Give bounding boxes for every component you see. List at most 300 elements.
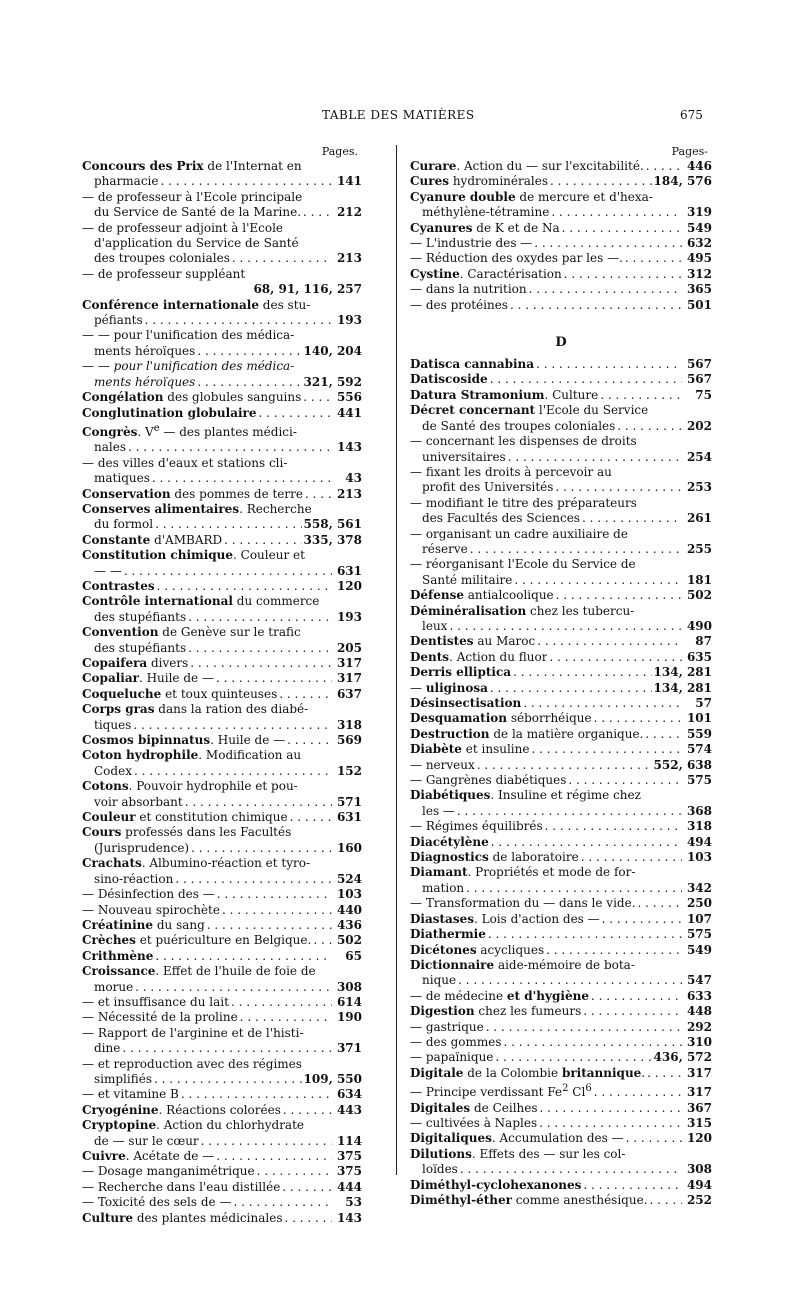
page-reference: 375: [336, 1164, 362, 1179]
dot-leader: [510, 298, 682, 313]
page-reference: 152: [336, 763, 362, 778]
page-reference: 342: [686, 880, 712, 895]
page-reference: 103: [686, 850, 712, 865]
dot-leader: [537, 634, 682, 649]
entry-text: Convention de Genève sur le trafic: [82, 625, 301, 640]
entry-text: les —: [422, 803, 455, 818]
index-entry-line: [410, 251, 712, 266]
dot-leader: [562, 221, 682, 236]
page-reference: 614: [336, 994, 362, 1009]
index-entry-line: [82, 533, 362, 548]
entry-text: — et vitamine B: [82, 1087, 179, 1102]
entry-text: Crachats. Albumino-réaction et tyro-: [82, 856, 311, 871]
dot-leader: [155, 517, 301, 532]
index-entry-line: [410, 573, 712, 588]
entry-text: — concernant les dispenses de droits: [410, 434, 637, 449]
dot-leader: [457, 804, 682, 819]
page-reference: 315: [686, 1115, 712, 1130]
dot-leader: [564, 267, 682, 282]
dot-leader: [152, 471, 332, 486]
page-reference: 547: [686, 973, 712, 988]
entry-text: Diastases. Lois d'action des —: [410, 911, 600, 926]
entry-text: — papaïnique: [410, 1050, 494, 1065]
page-reference: 501: [686, 297, 712, 312]
dot-leader: [290, 810, 332, 825]
entry-text: — L'industrie des —: [410, 236, 533, 251]
entry-text: Santé militaire: [422, 572, 513, 587]
index-entry-line: [82, 1072, 362, 1087]
index-entry-line: [410, 1116, 712, 1131]
entry-text: Cures hydrominérales: [410, 174, 548, 189]
index-entry-line: [410, 434, 712, 449]
entry-text: Diabétiques. Insuline et régime chez: [410, 788, 641, 803]
entry-text: — gastrique: [410, 1019, 484, 1034]
index-entry-line: [410, 773, 712, 788]
entry-text: des stupéfiants: [94, 609, 187, 624]
dot-leader: [232, 251, 332, 266]
page-reference: 160: [336, 840, 362, 855]
dot-leader: [135, 980, 332, 995]
index-entry-line: [82, 995, 362, 1010]
index-entry-line: [82, 718, 362, 733]
dot-leader: [134, 764, 332, 779]
page-reference: 134, 281: [653, 680, 712, 695]
index-entry-line: [410, 1131, 712, 1146]
index-entry-line: [410, 1193, 712, 1208]
index-entry-line: [82, 748, 362, 763]
index-entry-line: [82, 733, 362, 748]
entry-text: — des villes d'eaux et stations cli-: [82, 455, 288, 470]
dot-leader: [536, 357, 682, 372]
entry-text: Cryptopine. Action du chlorhydrate: [82, 1118, 305, 1133]
dot-leader: [145, 313, 332, 328]
dot-leader: [279, 687, 332, 702]
dot-leader: [207, 918, 332, 933]
entry-text: — Désinfection des —: [82, 887, 215, 902]
index-entry-line: [82, 205, 362, 220]
entry-text: Derris elliptica: [410, 665, 512, 680]
dot-leader: [529, 282, 682, 297]
dot-leader: [257, 1164, 332, 1179]
entry-text: Culture des plantes médicinales: [82, 1210, 283, 1225]
entry-text: Diméthyl-éther comme anesthésique.: [410, 1193, 648, 1207]
index-entry-line: [82, 236, 362, 251]
entry-text: — et reproduction avec des régimes: [82, 1056, 302, 1071]
dot-leader: [490, 372, 682, 387]
entry-text: Coqueluche et toux quinteuses: [82, 686, 278, 701]
entry-text: — fixant les droits à percevoir au: [410, 464, 612, 479]
index-entry-line: [82, 298, 362, 313]
entry-text: Copaifera divers: [82, 656, 189, 670]
index-entry-line: [82, 487, 362, 502]
dot-leader: [303, 205, 332, 220]
entry-text: — réorganisant l'Ecole du Service de: [410, 557, 636, 572]
entry-text: Cours professés dans les Facultés: [82, 825, 292, 840]
dot-leader: [231, 995, 332, 1010]
index-entry-line: [410, 604, 712, 619]
index-entry-line: [410, 742, 712, 757]
dot-leader: [556, 588, 682, 603]
index-entry-line: [82, 313, 362, 328]
page-reference: 318: [336, 717, 362, 732]
page-reference: 101: [686, 711, 712, 726]
index-entry-line: [410, 527, 712, 542]
index-entry-line: [410, 1147, 712, 1162]
dot-leader: [122, 1041, 332, 1056]
index-entry-line: [82, 1195, 362, 1210]
index-entry-line: [410, 1066, 712, 1081]
entry-text: Diagnostics de laboratoire: [410, 850, 579, 865]
index-entry-line: [410, 1101, 712, 1116]
index-entry-line: [410, 236, 712, 251]
page-reference: 574: [686, 742, 712, 757]
section-letter: D: [555, 335, 567, 351]
index-entry-line: [82, 1180, 362, 1195]
page-reference: 134, 281: [653, 665, 712, 680]
index-entry-line: [82, 548, 362, 563]
index-entries-c: [410, 159, 712, 313]
entry-text: péfiants: [94, 313, 143, 328]
dot-leader: [490, 681, 652, 696]
index-entry-line: [82, 174, 362, 189]
entry-text: Cuivre. Acétate de —: [82, 1149, 215, 1163]
entry-text: Cotons. Pouvoir hydrophile et pou-: [82, 779, 298, 794]
index-entry-line: [410, 758, 712, 773]
entry-text: Coton hydrophile. Modification au: [82, 748, 302, 763]
dot-leader: [531, 742, 682, 757]
dot-leader: [534, 236, 682, 251]
page-reference: 549: [686, 220, 712, 235]
index-entry-line: [82, 579, 362, 594]
index-entry-line: [82, 625, 362, 640]
entry-text: Corps gras dans la ration des diabé-: [82, 702, 309, 717]
entry-text: Couleur et constitution chimique: [82, 810, 288, 825]
dot-leader: [190, 656, 332, 671]
page-reference: 202: [686, 418, 712, 433]
dot-leader: [486, 1020, 682, 1035]
index-entry-line: [410, 267, 712, 282]
dot-leader: [216, 671, 332, 686]
page-reference: 502: [336, 933, 362, 948]
entry-text: Créatinine du sang: [82, 917, 205, 932]
entry-text: dine: [94, 1041, 121, 1056]
page-reference: 635: [686, 649, 712, 664]
column-divider: [396, 145, 397, 1175]
index-entry-line: [410, 804, 712, 819]
dot-leader: [233, 1195, 332, 1210]
dot-leader: [568, 773, 682, 788]
index-entry-line: [410, 665, 712, 680]
index-entry-line: [82, 641, 362, 656]
page-reference: 141: [336, 174, 362, 189]
index-entry-line: [82, 702, 362, 717]
page-reference: 440: [336, 902, 362, 917]
page-reference: 558, 561: [303, 517, 362, 532]
page-reference: 213: [336, 486, 362, 501]
entry-text: réserve: [422, 541, 468, 556]
page-header: [0, 108, 800, 128]
page-reference: 375: [336, 1149, 362, 1163]
entry-text: Cyanure double de mercure et d'hexa-: [410, 189, 653, 204]
entry-text: de — sur le cœur: [94, 1133, 199, 1148]
entry-text: leux: [422, 618, 448, 633]
entry-text: ments héroïques: [94, 374, 196, 389]
dot-leader: [258, 406, 332, 421]
index-entry-line: [410, 1050, 712, 1065]
page-reference: 250: [686, 896, 712, 911]
dot-leader: [224, 533, 301, 548]
entry-text: Conservation des pommes de terre: [82, 486, 303, 501]
dot-leader: [155, 949, 332, 964]
entry-text: mation: [422, 880, 465, 895]
entry-text: Cyanures de K et de Na: [410, 220, 560, 235]
entry-text: Diathermie: [410, 927, 486, 942]
dot-leader: [282, 1180, 332, 1195]
page-reference: 317: [336, 671, 362, 686]
index-entry-line: [82, 190, 362, 205]
page-reference: 143: [336, 1210, 362, 1225]
dot-leader: [128, 440, 332, 455]
index-entry-line: [410, 496, 712, 511]
index-entry-line: [82, 918, 362, 933]
entry-text: — Transformation du — dans le vide.: [410, 896, 636, 911]
entry-text: — Régimes équilibrés: [410, 819, 543, 834]
page-reference: 184, 576: [653, 174, 712, 189]
entry-text: Cryogénine. Réactions colorées: [82, 1102, 281, 1117]
page-reference: 631: [336, 563, 362, 578]
page-reference: 490: [686, 618, 712, 633]
index-column-left: [82, 145, 362, 1226]
index-entry-line: [82, 1164, 362, 1179]
index-entry-line: [410, 221, 712, 236]
dot-leader: [550, 174, 652, 189]
page-reference: 441: [336, 405, 362, 420]
page-reference: 308: [686, 1162, 712, 1177]
index-entry-line: [410, 850, 712, 865]
page-reference: 319: [686, 205, 712, 220]
dot-leader: [449, 619, 682, 634]
entry-text: des Facultés des Sciences: [422, 511, 580, 526]
index-entry-line: [82, 159, 362, 174]
page-reference: 205: [336, 640, 362, 655]
index-entries-d: [410, 357, 712, 1208]
page-reference: 190: [336, 1010, 362, 1025]
index-entry-line: [82, 1010, 362, 1025]
index-entry-line: [82, 1026, 362, 1041]
dot-leader: [313, 933, 332, 948]
entry-text: — —: [94, 563, 122, 578]
dot-leader: [161, 174, 333, 189]
entry-text: Curare. Action du — sur l'excitabilité.: [410, 159, 644, 173]
entry-text: — et insuffisance du lait: [82, 994, 229, 1009]
dot-leader: [591, 989, 682, 1004]
page-reference: 212: [336, 205, 362, 220]
page-reference: 143: [336, 440, 362, 455]
page-reference: 634: [336, 1087, 362, 1102]
page-reference: 109, 550: [303, 1071, 362, 1086]
dot-leader: [545, 819, 682, 834]
entry-text: — de professeur suppléant: [82, 266, 246, 281]
entry-text: Dicétones acycliques: [410, 942, 545, 957]
entry-text: — de médecine et d'hygiène: [410, 988, 589, 1003]
index-entry-line: [82, 1118, 362, 1133]
index-entry-line: [82, 1149, 362, 1164]
page-reference: 367: [686, 1100, 712, 1115]
entry-text: Digitales de Ceilhes: [410, 1100, 538, 1115]
index-entry-line: [82, 390, 362, 405]
entry-text: Diamant. Propriétés et mode de for-: [410, 865, 636, 880]
entry-text: — des protéines: [410, 297, 508, 312]
index-entry-line: [410, 711, 712, 726]
entry-text: loïdes: [422, 1162, 458, 1177]
dot-leader: [513, 665, 651, 680]
page-reference: 87: [695, 634, 712, 649]
page-reference: 312: [686, 266, 712, 281]
entry-text: — nerveux: [410, 757, 475, 772]
index-entry-line: [410, 588, 712, 603]
index-entry-line: [82, 903, 362, 918]
entry-text: — de professeur adjoint à l'Ecole: [82, 220, 284, 235]
index-entry-line: [410, 357, 712, 372]
dot-leader: [583, 1178, 682, 1193]
index-entry-line: [410, 619, 712, 634]
index-entry-line: [410, 282, 712, 297]
entry-text: méthylène-tétramine: [422, 205, 550, 220]
page-reference: 575: [686, 773, 712, 788]
dot-leader: [546, 943, 682, 958]
index-entry-line: [82, 594, 362, 609]
index-entry-line: [410, 388, 712, 403]
dot-leader: [626, 1131, 682, 1146]
index-entry-line: [410, 1162, 712, 1177]
index-entry-line: [410, 1004, 712, 1019]
page-reference: 335, 378: [303, 532, 362, 547]
entry-text: Décret concernant l'Ecole du Service: [410, 403, 649, 418]
page-reference: 120: [336, 578, 362, 593]
entry-text: Contrastes: [82, 578, 155, 593]
entry-text: matiques: [94, 471, 150, 486]
index-entry-line: [410, 372, 712, 387]
dot-leader: [625, 251, 682, 266]
entry-text: — organisant un cadre auxiliaire de: [410, 526, 628, 541]
page-reference: 368: [686, 803, 712, 818]
index-entry-line: [410, 989, 712, 1004]
page-reference: 549: [686, 942, 712, 957]
dot-leader: [175, 872, 332, 887]
index-entry-line: [410, 696, 712, 711]
page-reference: 140, 204: [303, 343, 362, 358]
page-reference: 321, 592: [303, 374, 362, 389]
entry-text: Cosmos bipinnatus. Huile de —: [82, 733, 286, 748]
dot-leader: [201, 1134, 332, 1149]
page-reference: 371: [336, 1041, 362, 1056]
entry-text: — — pour l'unification des médica-: [82, 359, 295, 374]
index-entry-line: [410, 943, 712, 958]
index-entry-line: [82, 856, 362, 871]
page-reference: 253: [686, 480, 712, 495]
dot-leader: [647, 1066, 682, 1081]
dot-leader: [495, 1050, 651, 1065]
index-entry-line: [82, 564, 362, 579]
index-entry-line: [82, 872, 362, 887]
entry-text: Diacétylène: [410, 834, 489, 849]
entry-text: — Recherche dans l'eau distillée: [82, 1179, 281, 1194]
entry-text: voir absorbant: [94, 794, 183, 809]
index-entry-line: [82, 687, 362, 702]
dot-leader: [650, 1193, 683, 1208]
dot-leader: [645, 727, 682, 742]
dot-leader: [600, 388, 682, 403]
page-reference: 444: [336, 1179, 362, 1194]
entry-text: ments héroïques: [94, 343, 196, 358]
page-reference: 567: [686, 357, 712, 372]
index-entry-line: [82, 779, 362, 794]
dot-leader: [539, 1116, 682, 1131]
dot-leader: [287, 733, 332, 748]
entry-text: des stupéfiants: [94, 640, 187, 655]
page-reference: 255: [686, 541, 712, 556]
entry-text: Cystine. Caractérisation: [410, 266, 562, 281]
index-entry-line: [410, 819, 712, 834]
page-reference: 436: [336, 917, 362, 932]
dot-leader: [523, 696, 682, 711]
page-reference: 107: [686, 911, 712, 926]
page-reference: 494: [686, 1177, 712, 1192]
entry-text: Déminéralisation chez les tubercu-: [410, 603, 635, 618]
entry-text: Destruction de la matière organique.: [410, 726, 644, 741]
page-reference: 193: [336, 313, 362, 328]
dot-leader: [477, 758, 652, 773]
page-reference: 365: [686, 282, 712, 297]
index-entry-line: [410, 958, 712, 973]
index-entry-line: [410, 190, 712, 205]
dot-leader: [216, 1149, 332, 1164]
entry-text: nales: [94, 440, 126, 455]
entry-text: Congélation des globules sanguins: [82, 390, 302, 405]
page-reference: 114: [336, 1133, 362, 1148]
index-entry-line: [410, 727, 712, 742]
index-entry-line: [410, 174, 712, 189]
dot-leader: [458, 973, 682, 988]
dot-leader: [466, 881, 682, 896]
index-entry-line: [82, 949, 362, 964]
page-reference: 637: [336, 686, 362, 701]
dot-leader: [157, 579, 332, 594]
dot-leader: [470, 542, 682, 557]
index-entry-line: [410, 912, 712, 927]
entry-text: Crithmène: [82, 948, 154, 963]
entry-text: Digestion chez les fumeurs: [410, 1004, 582, 1019]
index-entry-line: [410, 419, 712, 434]
dot-leader: [582, 511, 682, 526]
page-reference: 443: [336, 1102, 362, 1117]
page-reference: 632: [686, 236, 712, 251]
index-entry-line: [410, 465, 712, 480]
dot-leader: [181, 1087, 332, 1102]
entry-text: — Nouveau spirochète: [82, 902, 220, 917]
index-entry-line: [82, 764, 362, 779]
page-reference: 633: [686, 988, 712, 1003]
page-reference: 569: [336, 733, 362, 748]
entry-text: — dans la nutrition: [410, 282, 527, 297]
dot-leader: [617, 419, 682, 434]
entry-text: tiques: [94, 717, 132, 732]
entry-text: Digitaliques. Accumulation des —: [410, 1131, 624, 1146]
dot-leader: [283, 1103, 332, 1118]
entry-text: des troupes coloniales: [94, 251, 230, 266]
page-reference: 193: [336, 609, 362, 624]
dot-leader: [508, 450, 682, 465]
